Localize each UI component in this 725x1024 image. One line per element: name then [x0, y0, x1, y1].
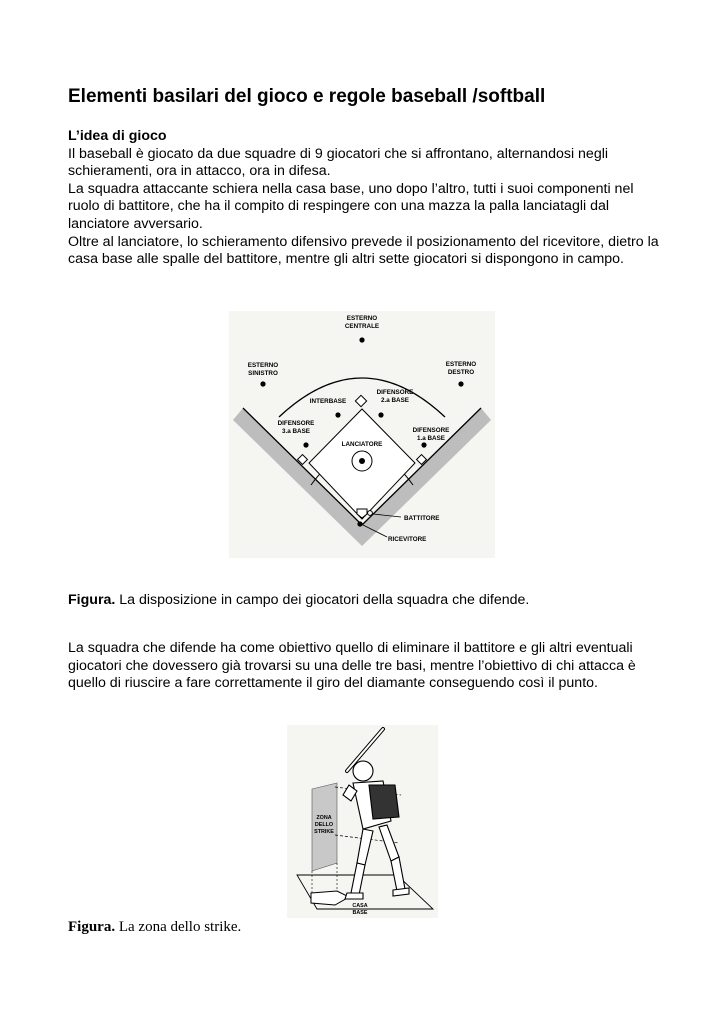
third-baseman-dot	[303, 442, 308, 447]
label-third-baseman-2: 3.a BASE	[282, 428, 310, 435]
batter-foot-right	[393, 888, 409, 896]
paragraph: La squadra che difende ha come obiettivo quello di eliminare il battitore e gli altri eventuali giocatori che dovessero già trovarsi su una delle tre basi, mentre l’obiettivo di chi attacca è quello di riuscire a fare correttamente il giro del diamante conseguendo così il punto.	[68, 640, 636, 692]
batter-marker	[368, 511, 373, 516]
label-center-fielder-2: CENTRALE	[344, 323, 380, 330]
second-baseman-dot	[378, 412, 383, 417]
first-baseman-dot	[421, 442, 426, 447]
batter-head	[353, 761, 373, 781]
home-plate	[357, 509, 367, 518]
label-center-fielder-1: ESTERNO	[346, 315, 378, 322]
center-fielder-dot	[359, 337, 364, 342]
batter-foot-left	[345, 893, 363, 899]
batter-shin-left	[351, 863, 365, 895]
label-catcher: RICEVITORE	[388, 536, 427, 543]
batter-jersey	[369, 785, 399, 819]
caption-text: La disposizione in campo dei giocatori della squadra che difende.	[115, 592, 530, 608]
batter-shin-right	[391, 857, 405, 891]
zone-label-2: DELLO	[314, 822, 334, 828]
second-base	[355, 395, 366, 406]
pitcher-dot	[359, 458, 365, 464]
label-second-baseman-1: DIFENSORE	[376, 389, 414, 396]
zone-label-1: ZONA	[316, 815, 332, 821]
figure-caption	[68, 919, 241, 936]
caption-text: La zona dello strike.	[115, 919, 242, 935]
baseball-field-diagram	[229, 311, 495, 558]
right-fielder-dot	[458, 381, 463, 386]
label-left-fielder-2: SINISTRO	[248, 370, 278, 377]
label-first-baseman-1: DIFENSORE	[412, 427, 450, 434]
strike-zone-figure	[287, 725, 438, 918]
paragraph: Il baseball è giocato da due squadre di 9 giocatori che si affrontano, alternandosi negli schieramenti, ora in attacco, ora in difesa.	[68, 145, 609, 180]
catcher-dot	[357, 521, 362, 526]
batter-thigh-left	[357, 829, 373, 865]
home-plate-perspective	[311, 891, 349, 905]
page-title: Elementi basilari del gioco e regole baseball /softball	[68, 86, 546, 107]
caption-label: Figura.	[68, 592, 116, 608]
label-batter: BATTITORE	[404, 515, 440, 522]
figure-caption	[68, 592, 529, 608]
batter-figure	[343, 761, 409, 899]
label-right-fielder-2: DESTRO	[447, 369, 475, 376]
caption-label: Figura.	[68, 919, 116, 935]
label-shortstop: INTERBASE	[309, 398, 347, 405]
home-label-1: CASA	[352, 903, 368, 909]
baseball-field-figure	[229, 311, 495, 558]
label-first-baseman-2: 1.a BASE	[417, 435, 445, 442]
zone-label-3: STRIKE	[314, 829, 334, 835]
paragraph: Oltre al lanciatore, lo schieramento difensivo prevede il posizionamento del ricevitore, dietro la casa base alle spalle del battitore, mentre gli altri sette giocatori si dispongono in campo.	[68, 233, 659, 268]
paragraph: La squadra attaccante schiera nella casa base, uno dopo l’altro, tutti i suoi componenti nel ruolo di battitore, che ha il compito di respingere con una mazza la palla lanciatagli dal lanciatore avversario.	[68, 180, 634, 232]
label-third-baseman-1: DIFENSORE	[277, 420, 315, 427]
batter-thigh-right	[379, 825, 399, 861]
objective-section	[68, 640, 668, 693]
section-heading: L’idea di gioco	[68, 128, 167, 144]
home-label-2: BASE	[352, 910, 368, 916]
shortstop-dot	[335, 412, 340, 417]
left-fielder-dot	[260, 381, 265, 386]
intro-section	[68, 128, 668, 269]
label-right-fielder-1: ESTERNO	[445, 361, 477, 368]
label-left-fielder-1: ESTERNO	[247, 362, 279, 369]
label-second-baseman-2: 2.a BASE	[381, 397, 409, 404]
label-pitcher: LANCIATORE	[341, 441, 383, 448]
strike-zone-diagram	[287, 725, 438, 918]
